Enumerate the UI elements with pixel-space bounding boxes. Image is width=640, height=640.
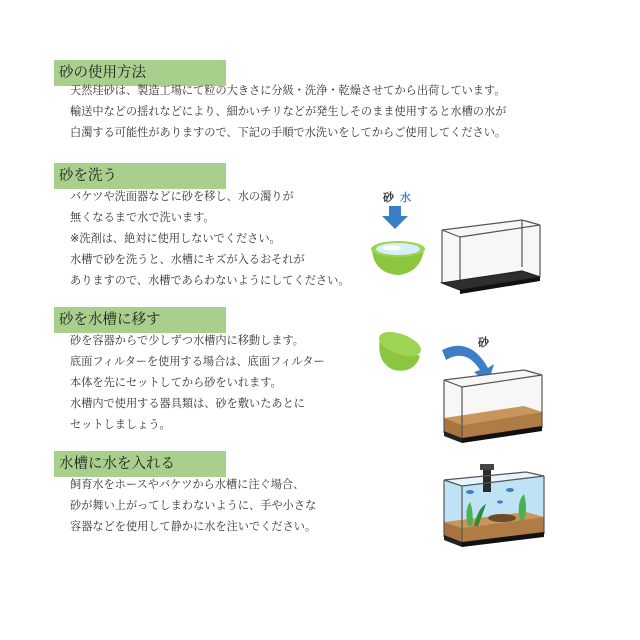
text-line: ありますので、水槽であらわないようにしてください。 <box>70 274 350 287</box>
fish-icon <box>466 490 474 494</box>
fill-paragraph <box>70 474 316 537</box>
sand-tank-icon <box>444 370 542 443</box>
down-arrow-icon <box>382 206 408 229</box>
text-line: 輸送中などの揺れなどにより、細かいチリなどが発生しそのまま使用すると水槽の水が <box>70 105 507 118</box>
text-line: 飼育水をホースやバケツから水槽に注ぐ場合、 <box>70 478 305 491</box>
washbowl-icon <box>371 241 425 275</box>
text-line: セットしましょう。 <box>70 418 171 431</box>
move-paragraph <box>70 330 325 435</box>
text-line: 容器などを使用して静かに水を注いでください。 <box>70 520 317 533</box>
text-line: ※洗剤は、絶対に使用しないでください。 <box>70 232 281 245</box>
section-heading-wash: 砂を洗う <box>54 163 226 189</box>
text-line: 本体を先にセットしてから砂をいれます。 <box>70 376 282 389</box>
label-sand: 砂 <box>383 191 394 204</box>
section-heading-move: 砂を水槽に移す <box>54 307 226 333</box>
usage-paragraph <box>70 80 506 143</box>
wash-illustration <box>360 185 550 295</box>
driftwood-icon <box>488 514 516 522</box>
move-illustration <box>370 318 550 448</box>
text-line: 砂を容器からで少しずつ水槽内に移動します。 <box>70 334 304 347</box>
filled-aquarium-illustration <box>440 462 550 552</box>
text-line: 無くなるまで水で洗います。 <box>70 211 215 224</box>
text-line: 天然珪砂は、製造工場にて粒の大きさに分級・洗浄・乾燥させてから出荷しています。 <box>70 84 506 97</box>
section-heading-fill: 水槽に水を入れる <box>54 451 226 477</box>
text-line: 砂が舞い上がってしまわないように、手や小さな <box>70 499 317 512</box>
text-line: 水槽内で使用する器具類は、砂を敷いたあとに <box>70 397 305 410</box>
text-line: 底面フィルターを使用する場合は、底面フィルター <box>70 355 325 368</box>
label-sand: 砂 <box>478 336 489 349</box>
text-line: 水槽で砂を洗うと、水槽にキズが入るおそれが <box>70 253 305 266</box>
empty-tank-icon <box>442 220 540 294</box>
text-line: 白濁する可能性がありますので、下記の手順で水洗いをしてからご使用してください。 <box>70 126 507 139</box>
fish-icon <box>497 500 503 503</box>
fish-icon <box>506 488 514 492</box>
label-water: 水 <box>400 191 411 204</box>
tilted-bowl-icon <box>376 327 424 371</box>
wash-paragraph <box>70 186 349 291</box>
text-line: バケツや洗面器などに砂を移し、水の濁りが <box>70 190 294 203</box>
aquarium-icon <box>444 464 544 547</box>
section-heading-usage: 砂の使用方法 <box>54 60 226 86</box>
